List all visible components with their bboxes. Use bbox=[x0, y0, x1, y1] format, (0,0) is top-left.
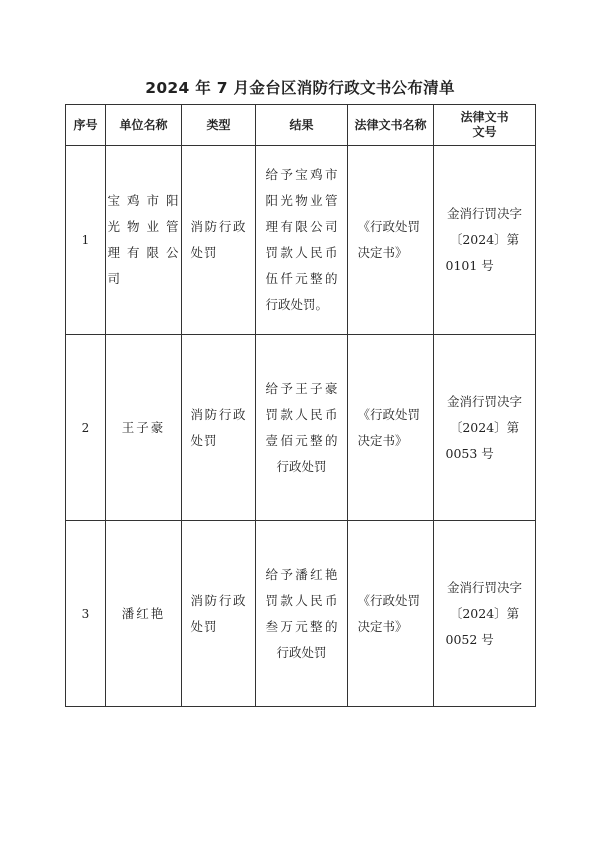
type-line: 处罚 bbox=[190, 245, 218, 260]
result-line: 给予王子豪 bbox=[265, 380, 338, 396]
header-doc-no-line2: 文号 bbox=[472, 125, 497, 139]
header-result: 结果 bbox=[256, 105, 348, 146]
row-doc-name bbox=[348, 521, 434, 707]
row-doc-no bbox=[434, 335, 536, 521]
row-index: 2 bbox=[66, 335, 106, 521]
header-doc-name: 法律文书名称 bbox=[348, 105, 434, 146]
result-line: 罚款人民币 bbox=[265, 592, 338, 608]
result-line: 行政处罚 bbox=[276, 644, 327, 660]
row-unit bbox=[106, 146, 182, 335]
row-type bbox=[182, 335, 256, 521]
result-line: 给予潘红艳 bbox=[265, 566, 338, 582]
doc-no-line: 金消行罚决字 bbox=[446, 579, 522, 595]
unit-line: 宝鸡市阳 bbox=[107, 193, 180, 208]
unit-line: 理有限公 bbox=[107, 245, 180, 260]
row-doc-name bbox=[348, 335, 434, 521]
row-unit bbox=[106, 521, 182, 707]
header-type: 类型 bbox=[182, 105, 256, 146]
row-unit bbox=[106, 335, 182, 521]
page-title: 2024 年 7 月金台区消防行政文书公布清单 bbox=[145, 79, 455, 97]
doc-name-line: 决定书》 bbox=[357, 432, 408, 448]
type-line: 处罚 bbox=[190, 618, 218, 634]
row-result bbox=[256, 146, 348, 335]
header-index: 序号 bbox=[66, 105, 106, 146]
result-line: 理有限公司 bbox=[265, 219, 338, 234]
table-row bbox=[66, 335, 536, 521]
unit-line: 潘红艳 bbox=[121, 605, 166, 621]
doc-name-line: 《行政处罚 bbox=[357, 219, 421, 234]
type-line: 消防行政 bbox=[190, 592, 247, 608]
doc-no-line: 0101 号 bbox=[445, 258, 494, 273]
header-doc-no bbox=[434, 105, 536, 146]
row-type bbox=[182, 146, 256, 335]
row-index: 3 bbox=[66, 521, 106, 707]
penalty-table bbox=[65, 104, 536, 707]
type-line: 消防行政 bbox=[190, 219, 247, 234]
table-header-row bbox=[66, 105, 536, 146]
doc-no-line: 〔2024〕第 bbox=[449, 232, 520, 247]
type-line: 处罚 bbox=[190, 432, 218, 448]
doc-name-line: 《行政处罚 bbox=[357, 406, 421, 422]
result-line: 行政处罚 bbox=[276, 458, 327, 474]
unit-line: 司 bbox=[107, 271, 122, 286]
doc-no-line: 金消行罚决字 bbox=[446, 393, 522, 409]
header-unit: 单位名称 bbox=[106, 105, 182, 146]
doc-no-line: 0053 号 bbox=[445, 445, 494, 461]
type-line: 消防行政 bbox=[190, 406, 247, 422]
row-index: 1 bbox=[66, 146, 106, 335]
row-result bbox=[256, 335, 348, 521]
row-type bbox=[182, 521, 256, 707]
table-row bbox=[66, 521, 536, 707]
row-result bbox=[256, 521, 348, 707]
unit-line: 王子豪 bbox=[121, 419, 166, 435]
row-doc-no bbox=[434, 146, 536, 335]
doc-no-line: 0052 号 bbox=[445, 631, 494, 647]
header-doc-no-line1: 法律文书 bbox=[460, 110, 509, 124]
result-line: 罚款人民币 bbox=[265, 406, 338, 422]
row-doc-name bbox=[348, 146, 434, 335]
result-line: 叁万元整的 bbox=[265, 618, 338, 634]
result-line: 阳光物业管 bbox=[265, 193, 338, 208]
unit-line: 光物业管 bbox=[107, 219, 180, 234]
doc-no-line: 〔2024〕第 bbox=[449, 419, 520, 435]
doc-name-line: 决定书》 bbox=[357, 245, 408, 260]
doc-name-line: 决定书》 bbox=[357, 618, 408, 634]
result-line: 行政处罚。 bbox=[265, 297, 329, 312]
table-row bbox=[66, 146, 536, 335]
row-doc-no bbox=[434, 521, 536, 707]
result-line: 壹佰元整的 bbox=[265, 432, 338, 448]
doc-no-line: 金消行罚决字 bbox=[446, 206, 522, 221]
result-line: 伍仟元整的 bbox=[265, 271, 338, 286]
result-line: 罚款人民币 bbox=[265, 245, 338, 260]
doc-no-line: 〔2024〕第 bbox=[449, 605, 520, 621]
result-line: 给予宝鸡市 bbox=[265, 167, 338, 182]
doc-name-line: 《行政处罚 bbox=[357, 592, 421, 608]
